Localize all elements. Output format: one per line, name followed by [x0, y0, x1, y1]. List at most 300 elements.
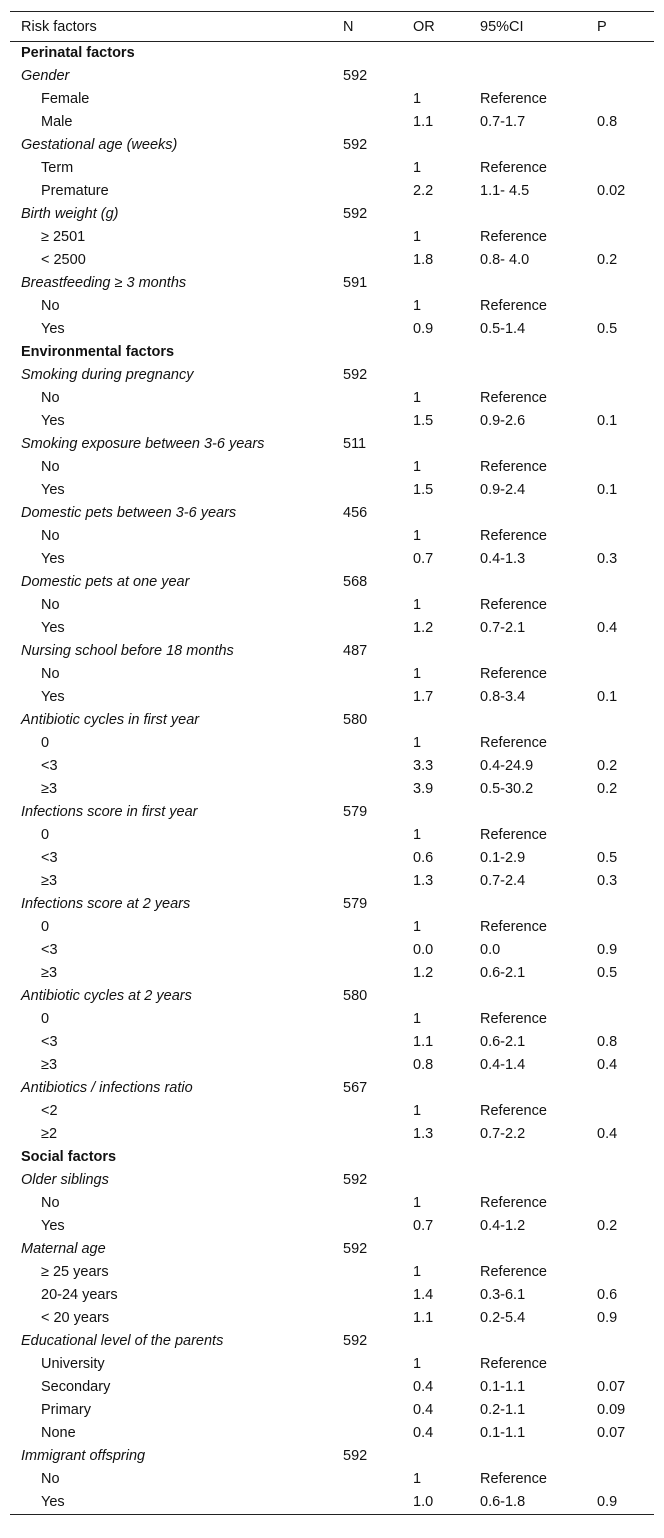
table-row: [10, 157, 654, 180]
cell-risk-factor: Premature: [41, 183, 109, 199]
cell-ci: Reference: [480, 459, 547, 475]
cell-ci: [480, 985, 597, 1008]
cell-or: 0.6: [413, 850, 434, 866]
cell-ci: Reference: [480, 390, 547, 406]
table-row: [10, 1399, 654, 1422]
group-row: [10, 433, 654, 456]
cell-p: [597, 1353, 654, 1376]
cell-risk-factor: Yes: [41, 413, 65, 429]
cell-n: [343, 1284, 413, 1307]
cell-n: [343, 456, 413, 479]
cell-p: [597, 203, 654, 226]
cell-p: 0.4: [597, 620, 618, 636]
cell-risk-factor: <3: [41, 850, 58, 866]
cell-or: 1: [413, 528, 422, 544]
cell-or: [413, 1445, 480, 1468]
cell-risk-factor: Secondary: [41, 1379, 111, 1395]
cell-or: 1.4: [413, 1287, 434, 1303]
cell-ci: 0.1-2.9: [480, 850, 526, 866]
group-row: [10, 1077, 654, 1100]
cell-p: 0.5: [597, 965, 618, 981]
group-row: [10, 65, 654, 88]
cell-n: [343, 226, 413, 249]
cell-p: [597, 1468, 654, 1491]
table-header-row: [10, 12, 654, 42]
cell-ci: [480, 1077, 597, 1100]
risk-factors-table: [10, 11, 654, 1515]
cell-p: [597, 157, 654, 180]
cell-ci: Reference: [480, 1103, 547, 1119]
cell-p: [597, 1146, 654, 1169]
cell-risk-factor: < 20 years: [41, 1310, 110, 1326]
cell-or: 1: [413, 459, 422, 475]
cell-n: [343, 1376, 413, 1399]
cell-n: [343, 42, 413, 65]
cell-ci: Reference: [480, 1471, 547, 1487]
cell-p: 0.02: [597, 183, 626, 199]
cell-ci: [480, 640, 597, 663]
cell-n: [343, 180, 413, 203]
table-row: [10, 180, 654, 203]
cell-or: [413, 341, 480, 364]
cell-or: 1: [413, 1103, 422, 1119]
cell-or: [413, 801, 480, 824]
group-row: [10, 985, 654, 1008]
cell-ci: 0.8-3.4: [480, 689, 526, 705]
table-row: [10, 111, 654, 134]
cell-or: 2.2: [413, 183, 434, 199]
cell-n: [343, 1307, 413, 1330]
table-row: [10, 1215, 654, 1238]
cell-or: 3.3: [413, 758, 434, 774]
cell-p: 0.1: [597, 689, 618, 705]
cell-risk-factor: Educational level of the parents: [21, 1333, 224, 1349]
cell-risk-factor: Yes: [10, 1491, 343, 1515]
cell-p: [597, 893, 654, 916]
cell-p: 0.5: [597, 321, 618, 337]
cell-p: 0.2: [597, 252, 618, 268]
cell-p: [597, 42, 654, 65]
cell-ci: 1.1- 4.5: [480, 183, 530, 199]
cell-n: 592: [343, 367, 368, 383]
group-row: [10, 1169, 654, 1192]
cell-n: 579: [343, 804, 368, 820]
cell-or: [413, 1330, 480, 1353]
cell-n: [343, 318, 413, 341]
table-row: [10, 1031, 654, 1054]
cell-or: [413, 433, 480, 456]
cell-ci: Reference: [480, 528, 547, 544]
cell-risk-factor: None: [41, 1425, 76, 1441]
table-row: [10, 686, 654, 709]
cell-or: 0.7: [413, 1218, 434, 1234]
cell-or: [413, 985, 480, 1008]
cell-p: 0.9: [597, 942, 618, 958]
cell-or: 1: [413, 735, 422, 751]
cell-or: [413, 893, 480, 916]
cell-n: [343, 594, 413, 617]
risk-factors-table-container: [10, 11, 654, 1515]
cell-ci: 0.1-1.1: [480, 1379, 526, 1395]
cell-n: 592: [343, 1172, 368, 1188]
cell-ci: Reference: [480, 91, 547, 107]
cell-p: [597, 295, 654, 318]
cell-or: [413, 502, 480, 525]
cell-risk-factor: No: [41, 390, 60, 406]
cell-risk-factor: Primary: [41, 1402, 91, 1418]
cell-p: 0.6: [597, 1287, 618, 1303]
cell-risk-factor: Smoking exposure between 3-6 years: [21, 436, 265, 452]
group-row: [10, 801, 654, 824]
cell-or: 1.7: [413, 689, 434, 705]
table-row: [10, 1307, 654, 1330]
table-row: [10, 479, 654, 502]
cell-ci: 0.5-30.2: [480, 781, 534, 797]
cell-or: 0.8: [413, 1057, 434, 1073]
cell-p: [597, 341, 654, 364]
cell-or: 1: [413, 597, 422, 613]
cell-p: 0.07: [597, 1425, 626, 1441]
cell-n: [343, 479, 413, 502]
cell-or: [413, 203, 480, 226]
cell-risk-factor: Infections score at 2 years: [21, 896, 191, 912]
section-row: [10, 341, 654, 364]
cell-ci: [480, 571, 597, 594]
header-or: OR: [413, 12, 480, 42]
cell-ci: Reference: [480, 1356, 547, 1372]
cell-n: 579: [343, 896, 368, 912]
cell-n: 592: [343, 1448, 368, 1464]
cell-p: [597, 985, 654, 1008]
cell-p: [597, 502, 654, 525]
table-row: [10, 1261, 654, 1284]
cell-or: 1: [413, 1264, 422, 1280]
cell-or: 1: [413, 666, 422, 682]
cell-p: 0.8: [597, 114, 618, 130]
cell-n: [343, 410, 413, 433]
table-row: [10, 1491, 654, 1515]
cell-p: [597, 387, 654, 410]
table-row: [10, 226, 654, 249]
cell-or: 1: [413, 1011, 422, 1027]
cell-n: [343, 1422, 413, 1445]
cell-or: 1.2: [413, 965, 434, 981]
cell-ci: 0.4-24.9: [480, 758, 534, 774]
cell-risk-factor: Domestic pets at one year: [21, 574, 190, 590]
cell-ci: [480, 1445, 597, 1468]
cell-p: 0.1: [597, 413, 618, 429]
cell-or: 0.0: [413, 942, 434, 958]
table-row: [10, 778, 654, 801]
cell-risk-factor: Social factors: [21, 1149, 117, 1165]
cell-p: [597, 1238, 654, 1261]
cell-risk-factor: Yes: [41, 482, 65, 498]
cell-or: 1: [413, 160, 422, 176]
cell-or: 1: [413, 91, 422, 107]
group-row: [10, 1445, 654, 1468]
cell-risk-factor: Birth weight (g): [21, 206, 119, 222]
cell-n: 592: [343, 1333, 368, 1349]
cell-ci: Reference: [480, 1011, 547, 1027]
cell-risk-factor: 0: [41, 1011, 50, 1027]
cell-p: 0.4: [597, 1057, 618, 1073]
cell-n: 580: [343, 712, 368, 728]
cell-ci: [480, 801, 597, 824]
cell-p: 0.3: [597, 873, 618, 889]
cell-or: 1: [413, 229, 422, 245]
cell-risk-factor: ≥2: [41, 1126, 58, 1142]
cell-or: 1.1: [413, 1034, 434, 1050]
cell-p: [597, 525, 654, 548]
cell-ci: 0.8- 4.0: [480, 252, 530, 268]
cell-p: [597, 709, 654, 732]
cell-or: 1.3: [413, 873, 434, 889]
cell-ci: [480, 1330, 597, 1353]
cell-or: 0.9: [413, 321, 434, 337]
cell-ci: 0.7-1.7: [480, 114, 526, 130]
cell-or: 1: [413, 919, 422, 935]
cell-risk-factor: Female: [41, 91, 90, 107]
cell-n: [343, 617, 413, 640]
cell-n: [343, 870, 413, 893]
cell-or: 1: [413, 390, 422, 406]
cell-p: 0.5: [597, 850, 618, 866]
cell-n: [343, 1491, 413, 1515]
cell-ci: Reference: [480, 827, 547, 843]
cell-or: 0.7: [413, 551, 434, 567]
cell-ci: [480, 709, 597, 732]
cell-p: 0.09: [597, 1402, 626, 1418]
cell-or: 1: [413, 1356, 422, 1372]
cell-ci: [480, 1238, 597, 1261]
cell-ci: 0.7-2.4: [480, 873, 526, 889]
table-row: [10, 1284, 654, 1307]
cell-or: [413, 364, 480, 387]
group-row: [10, 272, 654, 295]
cell-n: [343, 1468, 413, 1491]
table-row: [10, 755, 654, 778]
cell-risk-factor: 20-24 years: [41, 1287, 118, 1303]
cell-n: [343, 824, 413, 847]
cell-n: 456: [343, 505, 368, 521]
cell-ci: [480, 272, 597, 295]
cell-n: 591: [343, 275, 368, 291]
group-row: [10, 1330, 654, 1353]
cell-risk-factor: No: [41, 666, 60, 682]
cell-ci: [480, 1146, 597, 1169]
cell-ci: [480, 42, 597, 65]
table-row: [10, 870, 654, 893]
cell-n: [343, 686, 413, 709]
cell-risk-factor: Male: [41, 114, 73, 130]
cell-ci: Reference: [480, 666, 547, 682]
group-row: [10, 1238, 654, 1261]
cell-p: 0.07: [597, 1379, 626, 1395]
cell-risk-factor: Antibiotics / infections ratio: [21, 1080, 193, 1096]
cell-risk-factor: Yes: [41, 551, 65, 567]
cell-n: [343, 295, 413, 318]
cell-or: [413, 1238, 480, 1261]
table-row: [10, 1192, 654, 1215]
cell-or: [413, 42, 480, 65]
table-row: [10, 1468, 654, 1491]
table-row: [10, 617, 654, 640]
cell-risk-factor: No: [41, 1195, 60, 1211]
cell-or: 1.2: [413, 620, 434, 636]
cell-ci: Reference: [480, 298, 547, 314]
cell-n: [343, 732, 413, 755]
cell-risk-factor: ≥3: [41, 781, 58, 797]
cell-risk-factor: Infections score in first year: [21, 804, 198, 820]
cell-p: 0.2: [597, 1218, 618, 1234]
cell-p: 0.9: [597, 1491, 654, 1515]
cell-risk-factor: Gender: [21, 68, 70, 84]
cell-n: [343, 962, 413, 985]
group-row: [10, 364, 654, 387]
cell-risk-factor: Gestational age (weeks): [21, 137, 178, 153]
cell-ci: Reference: [480, 597, 547, 613]
cell-risk-factor: Older siblings: [21, 1172, 109, 1188]
table-row: [10, 249, 654, 272]
cell-or: [413, 1146, 480, 1169]
cell-risk-factor: ≥3: [41, 965, 58, 981]
cell-ci: [480, 203, 597, 226]
table-row: [10, 732, 654, 755]
cell-p: [597, 88, 654, 111]
cell-risk-factor: <3: [41, 758, 58, 774]
cell-n: [343, 1399, 413, 1422]
cell-n: [343, 525, 413, 548]
cell-ci: [480, 364, 597, 387]
cell-n: 580: [343, 988, 368, 1004]
cell-ci: [480, 502, 597, 525]
header-risk-factors: Risk factors: [10, 12, 343, 42]
cell-p: 0.2: [597, 758, 618, 774]
group-row: [10, 134, 654, 157]
cell-p: [597, 433, 654, 456]
group-row: [10, 640, 654, 663]
group-row: [10, 502, 654, 525]
cell-risk-factor: Immigrant offspring: [21, 1448, 146, 1464]
table-row: [10, 663, 654, 686]
table-body: [10, 42, 654, 1515]
cell-n: 511: [343, 436, 367, 452]
cell-or: 1.1: [413, 1310, 434, 1326]
cell-p: [597, 1330, 654, 1353]
cell-ci: 0.2-5.4: [480, 1310, 526, 1326]
cell-n: [343, 1261, 413, 1284]
cell-p: 0.9: [597, 1310, 618, 1326]
cell-p: [597, 732, 654, 755]
cell-n: [343, 111, 413, 134]
group-row: [10, 203, 654, 226]
cell-or: 1: [413, 827, 422, 843]
cell-ci: 0.6-2.1: [480, 1034, 526, 1050]
cell-ci: 0.7-2.2: [480, 1126, 526, 1142]
cell-risk-factor: Breastfeeding ≥ 3 months: [21, 275, 187, 291]
cell-n: [343, 1146, 413, 1169]
table-row: [10, 548, 654, 571]
table-row: [10, 939, 654, 962]
cell-risk-factor: 0: [41, 735, 50, 751]
cell-p: [597, 1169, 654, 1192]
cell-risk-factor: <3: [41, 942, 58, 958]
cell-n: 568: [343, 574, 368, 590]
cell-ci: 0.4-1.4: [480, 1057, 526, 1073]
cell-ci: Reference: [480, 160, 547, 176]
cell-p: 0.2: [597, 781, 618, 797]
cell-risk-factor: ≥3: [41, 1057, 58, 1073]
cell-or: 1.3: [413, 1126, 434, 1142]
cell-or: [413, 65, 480, 88]
cell-ci: [480, 433, 597, 456]
cell-ci: 0.6-2.1: [480, 965, 526, 981]
cell-ci: Reference: [480, 919, 547, 935]
cell-risk-factor: No: [41, 459, 60, 475]
cell-n: 592: [343, 137, 368, 153]
cell-or: 1.1: [413, 114, 434, 130]
table-row: [10, 295, 654, 318]
table-row: [10, 1100, 654, 1123]
cell-ci: [480, 65, 597, 88]
cell-n: [343, 249, 413, 272]
cell-n: [343, 1054, 413, 1077]
cell-p: [597, 134, 654, 157]
cell-p: 0.3: [597, 551, 618, 567]
cell-or: 1.0: [413, 1491, 480, 1515]
cell-n: 592: [343, 68, 368, 84]
cell-n: [343, 847, 413, 870]
cell-ci: 0.4-1.2: [480, 1218, 526, 1234]
cell-p: [597, 640, 654, 663]
group-row: [10, 571, 654, 594]
cell-or: 1.5: [413, 482, 434, 498]
cell-or: 1: [413, 298, 422, 314]
cell-ci: Reference: [480, 1264, 547, 1280]
cell-risk-factor: Yes: [41, 689, 65, 705]
cell-p: [597, 1008, 654, 1031]
cell-n: 487: [343, 643, 368, 659]
cell-n: 592: [343, 206, 368, 222]
cell-p: 0.8: [597, 1034, 618, 1050]
cell-ci: Reference: [480, 735, 547, 751]
cell-risk-factor: ≥ 25 years: [41, 1264, 109, 1280]
cell-risk-factor: Term: [41, 160, 74, 176]
cell-n: [343, 1192, 413, 1215]
group-row: [10, 893, 654, 916]
cell-risk-factor: Nursing school before 18 months: [21, 643, 234, 659]
header-n: N: [343, 12, 413, 42]
cell-p: [597, 364, 654, 387]
cell-ci: 0.0: [480, 942, 501, 958]
cell-n: [343, 387, 413, 410]
cell-n: 567: [343, 1080, 368, 1096]
table-row: [10, 824, 654, 847]
cell-ci: [480, 341, 597, 364]
cell-risk-factor: 0: [41, 827, 50, 843]
cell-risk-factor: < 2500: [41, 252, 86, 268]
cell-or: [413, 1169, 480, 1192]
cell-ci: [480, 134, 597, 157]
cell-risk-factor: No: [41, 298, 60, 314]
cell-n: [343, 548, 413, 571]
table-row: [10, 916, 654, 939]
cell-p: [597, 1077, 654, 1100]
table-row: [10, 88, 654, 111]
cell-p: [597, 1100, 654, 1123]
cell-ci: Reference: [480, 1195, 547, 1211]
cell-or: 1.5: [413, 413, 434, 429]
